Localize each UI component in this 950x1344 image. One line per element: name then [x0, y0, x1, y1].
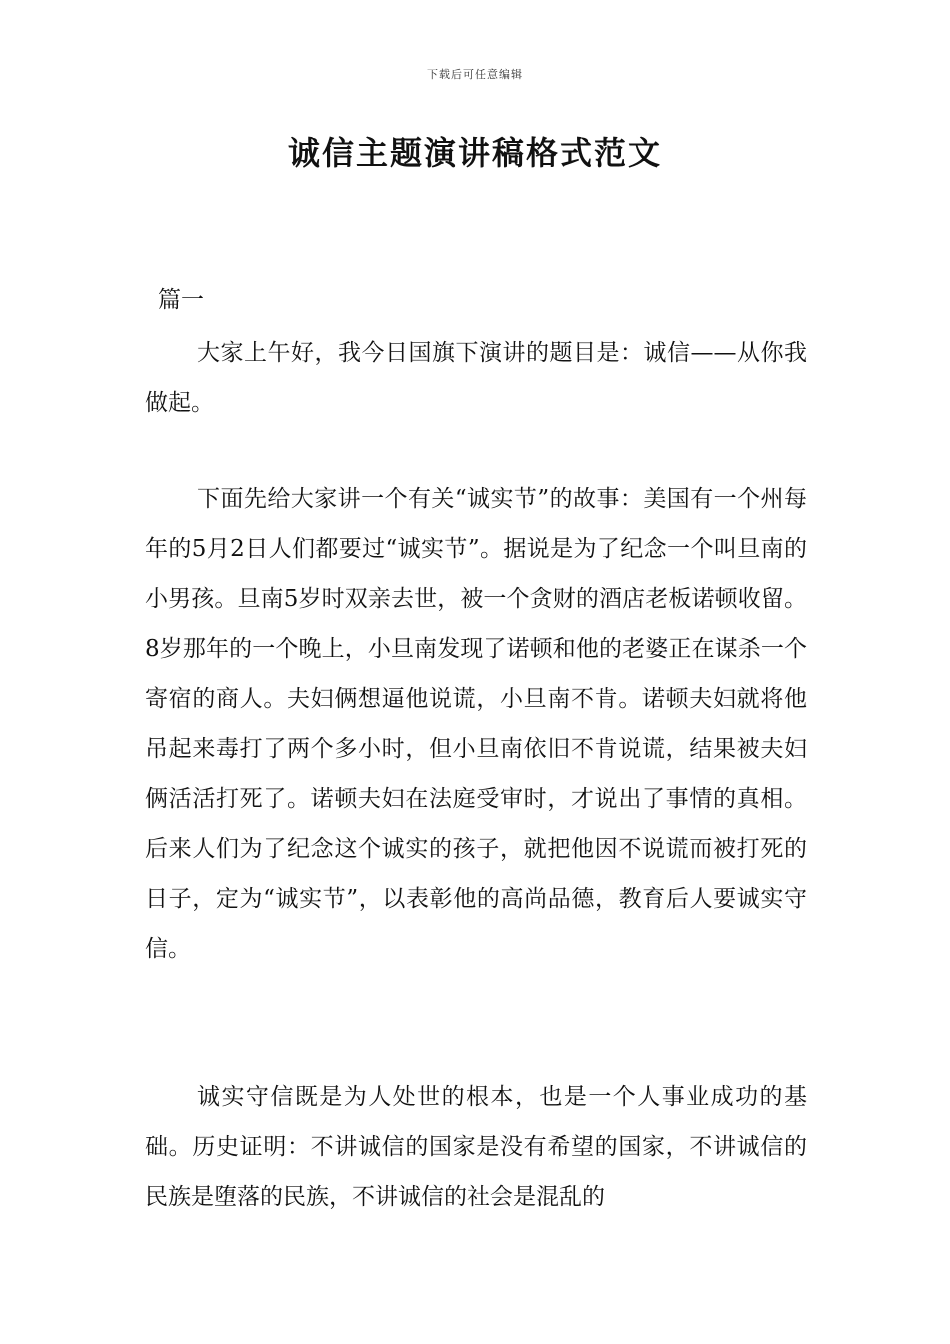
paragraph: 诚实守信既是为人处世的根本，也是一个人事业成功的基础。历史证明：不讲诚信的国家是没有希望的国家，不讲诚信的民族是堕落的民族，不讲诚信的社会是混乱的: [145, 1084, 807, 1210]
paragraph: 大家上午好，我今日国旗下演讲的题目是：诚信——从你我做起。: [145, 340, 807, 416]
paragraph-block: [145, 1072, 807, 1222]
header-note: 下载后可任意编辑: [427, 68, 523, 81]
section-label: 篇一: [158, 287, 204, 313]
document-title: 诚信主题演讲稿格式范文: [287, 134, 662, 172]
paragraph-block: [145, 328, 807, 428]
paragraph-block: [145, 474, 807, 974]
paragraph: 下面先给大家讲一个有关“诚实节”的故事：美国有一个州每年的5月2日人们都要过“诚实节”。据说是为了纪念一个叫旦南的小男孩。旦南5岁时双亲去世，被一个贪财的酒店老板诺顿收留。8岁那年的一个晚上，小旦南发现了诺顿和他的老婆正在谋杀一个寄宿的商人。夫妇俩想逼他说谎，小旦南不肯。诺顿夫妇就将他吊起来毒打了两个多小时，但小旦南依旧不肯说谎，结果被夫妇俩活活打死了。诺顿夫妇在法庭受审时，才说出了事情的真相。后来人们为了纪念这个诚实的孩子，就把他因不说谎而被打死的日子，定为“诚实节”，以表彰他的高尚品德，教育后人要诚实守信。: [145, 486, 807, 962]
